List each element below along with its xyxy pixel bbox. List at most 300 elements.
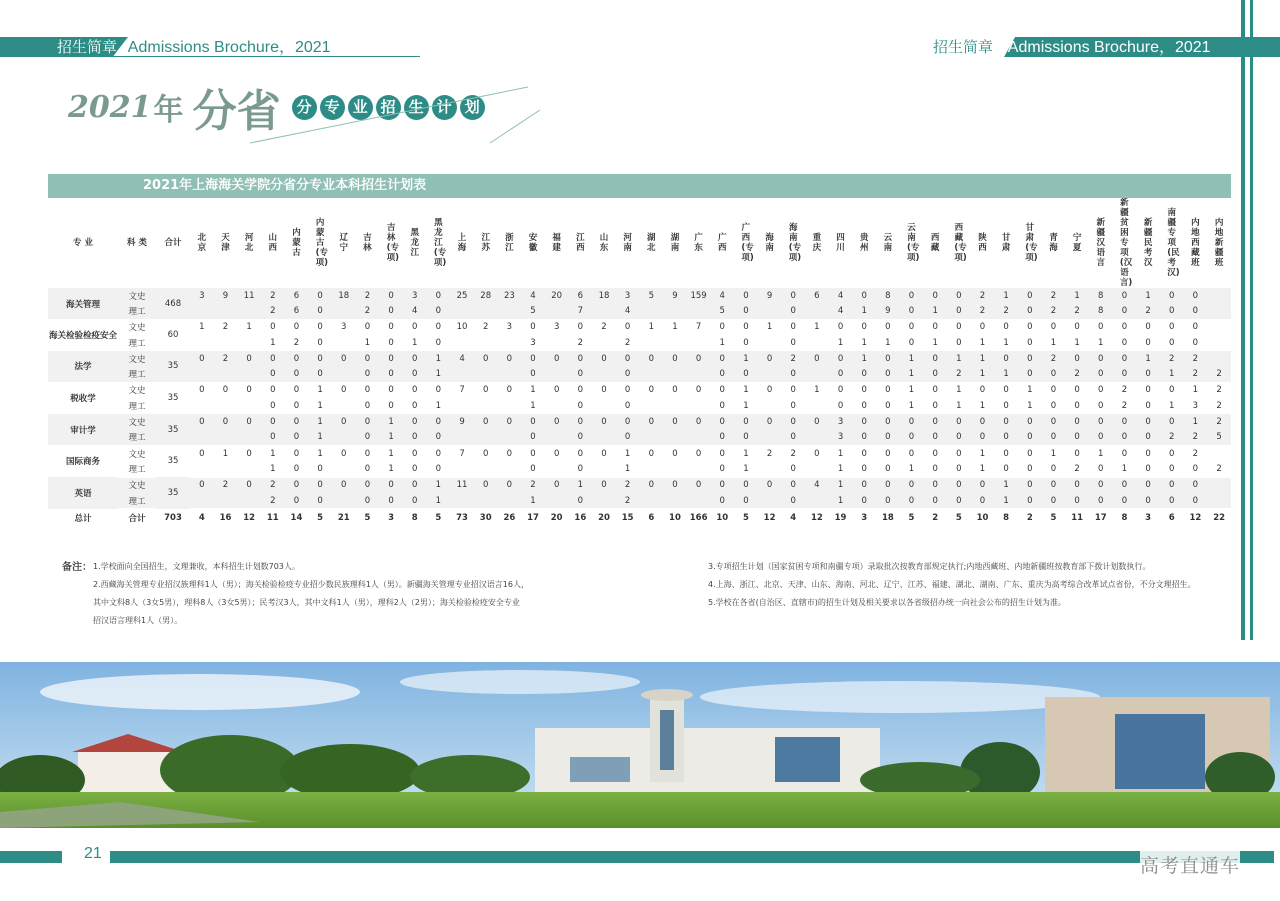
table-cell	[545, 335, 569, 351]
table-cell: 0	[781, 477, 805, 493]
table-cell: 23	[498, 288, 522, 303]
table-cell: 2	[261, 303, 285, 319]
table-cell: 0	[1089, 461, 1113, 477]
table-cell: 6	[285, 288, 309, 303]
table-cell: 1	[214, 445, 238, 461]
table-cell: 0	[947, 477, 971, 493]
table-cell: 0	[710, 493, 734, 509]
table-cell: 0	[923, 398, 947, 414]
table-cell: 1	[923, 303, 947, 319]
total-cell: 18	[881, 513, 894, 524]
subject-type: 理工	[118, 366, 156, 382]
table-header: 重庆	[812, 233, 822, 253]
table-cell: 0	[1160, 414, 1184, 430]
table-cell: 2	[781, 445, 805, 461]
total-cell: 5	[317, 513, 324, 524]
table-cell: 0	[1136, 366, 1160, 382]
table-cell	[1207, 351, 1231, 367]
table-cell: 0	[379, 398, 403, 414]
table-cell: 0	[876, 351, 900, 367]
table-cell: 0	[852, 288, 876, 303]
major-total: 468	[156, 288, 190, 319]
table-cell	[237, 398, 261, 414]
table-cell: 0	[592, 382, 616, 398]
table-cell: 0	[1184, 288, 1208, 303]
table-cell: 1	[900, 366, 924, 382]
table-cell: 1	[710, 335, 734, 351]
table-header: 海南	[765, 233, 774, 253]
table-cell: 2	[356, 303, 380, 319]
table-cell: 0	[308, 366, 332, 382]
table-cell: 0	[569, 461, 593, 477]
table-cell: 0	[498, 445, 522, 461]
table-row	[48, 398, 1231, 414]
major-name: 海关检验检疫安全	[48, 319, 118, 351]
total-cell: 16	[574, 513, 587, 524]
table-cell: 3	[498, 319, 522, 335]
table-cell: 0	[947, 303, 971, 319]
table-cell: 159	[687, 288, 711, 303]
table-cell: 11	[237, 288, 261, 303]
total-cell: 5	[1050, 513, 1057, 524]
table-cell	[190, 461, 214, 477]
table-cell: 2	[521, 477, 545, 493]
table-row	[48, 461, 1231, 477]
table-cell	[663, 461, 687, 477]
table-cell: 1	[261, 461, 285, 477]
table-cell: 0	[545, 477, 569, 493]
table-cell	[237, 430, 261, 446]
table-cell: 0	[1136, 398, 1160, 414]
table-cell: 0	[308, 288, 332, 303]
table-cell	[237, 335, 261, 351]
table-cell: 0	[616, 366, 640, 382]
table-cell: 0	[427, 430, 451, 446]
table-cell: 0	[900, 430, 924, 446]
table-cell: 0	[1018, 461, 1042, 477]
table-cell: 0	[545, 351, 569, 367]
table-cell: 0	[805, 351, 829, 367]
table-cell: 2	[1136, 303, 1160, 319]
table-cell: 1	[994, 477, 1018, 493]
table-cell	[474, 366, 498, 382]
subject-type: 文史	[118, 319, 156, 335]
table-cell: 0	[852, 430, 876, 446]
total-cell: 21	[337, 513, 350, 524]
table-header: 云南(专项)	[907, 223, 920, 263]
title-circle-char: 生	[404, 95, 429, 120]
table-cell: 1	[1113, 461, 1137, 477]
table-cell	[474, 398, 498, 414]
total-cell: 14	[290, 513, 303, 524]
table-cell: 0	[1160, 335, 1184, 351]
table-cell: 8	[1089, 288, 1113, 303]
table-cell	[687, 398, 711, 414]
table-cell: 0	[261, 414, 285, 430]
table-cell: 2	[1065, 366, 1089, 382]
table-cell: 0	[1089, 398, 1113, 414]
table-cell	[498, 461, 522, 477]
total-cell: 12	[243, 513, 256, 524]
table-cell: 0	[829, 351, 853, 367]
table-cell: 4	[450, 351, 474, 367]
table-cell: 0	[261, 319, 285, 335]
table-cell: 11	[450, 477, 474, 493]
total-cell: 5	[364, 513, 371, 524]
subject-type: 理工	[118, 398, 156, 414]
table-cell: 0	[1089, 351, 1113, 367]
header-right-en: Admissions Brochure，2021	[1007, 39, 1211, 56]
total-cell: 22	[1213, 513, 1226, 524]
table-header: 天津	[221, 233, 230, 253]
table-cell: 9	[758, 288, 782, 303]
table-cell: 1	[900, 382, 924, 398]
total-cell: 11	[1071, 513, 1084, 524]
table-cell: 0	[829, 398, 853, 414]
table-cell: 1	[379, 414, 403, 430]
table-cell: 0	[1136, 477, 1160, 493]
table-cell: 0	[1018, 288, 1042, 303]
table-cell: 0	[1113, 414, 1137, 430]
table-cell: 0	[1113, 303, 1137, 319]
table-cell: 0	[1042, 366, 1066, 382]
table-cell: 18	[332, 288, 356, 303]
table-cell	[332, 493, 356, 509]
table-cell: 1	[616, 461, 640, 477]
table-cell: 2	[947, 366, 971, 382]
table-cell: 2	[1207, 382, 1231, 398]
table-cell: 0	[971, 493, 995, 509]
table-header: 山西	[268, 233, 278, 253]
total-cell: 总计	[74, 513, 92, 524]
table-cell: 0	[1065, 414, 1089, 430]
table-cell	[190, 335, 214, 351]
table-header: 新疆民考汉	[1143, 218, 1153, 268]
table-cell: 0	[687, 477, 711, 493]
table-cell: 8	[876, 288, 900, 303]
page-number: 21	[76, 845, 110, 863]
table-cell: 1	[852, 351, 876, 367]
table-cell: 0	[237, 382, 261, 398]
table-cell: 0	[1184, 477, 1208, 493]
table-cell: 0	[190, 351, 214, 367]
table-cell: 7	[687, 319, 711, 335]
table-cell: 0	[356, 477, 380, 493]
table-cell: 0	[900, 493, 924, 509]
table-cell: 0	[1160, 303, 1184, 319]
table-cell: 0	[781, 430, 805, 446]
table-cell: 0	[308, 461, 332, 477]
table-cell: 0	[285, 414, 309, 430]
table-cell: 1	[734, 461, 758, 477]
table-cell: 0	[923, 351, 947, 367]
table-cell: 1	[971, 445, 995, 461]
table-cell	[450, 335, 474, 351]
table-cell	[214, 461, 238, 477]
table-cell: 0	[1042, 477, 1066, 493]
table-cell: 1	[852, 303, 876, 319]
total-cell: 17	[1094, 513, 1107, 524]
table-cell: 2	[1160, 430, 1184, 446]
table-cell: 0	[569, 382, 593, 398]
total-cell: 4	[790, 513, 797, 524]
table-cell: 0	[947, 493, 971, 509]
table-cell: 4	[403, 303, 427, 319]
table-cell: 0	[569, 430, 593, 446]
subject-type: 理工	[118, 430, 156, 446]
table-cell: 2	[1184, 430, 1208, 446]
table-header: 甘肃(专项)	[1025, 223, 1038, 263]
table-cell: 0	[923, 477, 947, 493]
table-cell: 0	[852, 366, 876, 382]
table-cell: 0	[994, 351, 1018, 367]
table-cell: 0	[923, 445, 947, 461]
total-cell: 16	[219, 513, 232, 524]
table-cell	[1207, 288, 1231, 303]
table-cell: 0	[569, 319, 593, 335]
table-cell: 0	[190, 414, 214, 430]
table-cell: 0	[1065, 445, 1089, 461]
total-cell: 30	[479, 513, 492, 524]
table-cell: 0	[261, 430, 285, 446]
table-cell: 0	[285, 366, 309, 382]
header-right	[933, 37, 1211, 57]
table-cell: 0	[214, 414, 238, 430]
table-cell: 1	[521, 382, 545, 398]
table-row	[48, 335, 1231, 351]
table-cell: 0	[781, 335, 805, 351]
table-cell	[592, 398, 616, 414]
table-cell: 0	[1160, 319, 1184, 335]
table-cell	[214, 493, 238, 509]
title-big-2: 省	[236, 86, 281, 137]
table-cell: 0	[734, 493, 758, 509]
note-line: 5.学校在各省(自治区、直辖市)的招生计划及相关要求以各省级招办统一向社会公布的招生计划为准。	[708, 598, 1066, 607]
table-cell	[498, 493, 522, 509]
table-header: 河南	[623, 233, 632, 253]
table-cell: 1	[663, 319, 687, 335]
table-cell: 0	[1018, 303, 1042, 319]
table-cell: 0	[285, 477, 309, 493]
table-cell: 0	[758, 414, 782, 430]
table-cell: 0	[332, 477, 356, 493]
table-cell: 0	[876, 430, 900, 446]
table-header: 广东	[694, 233, 703, 253]
table-cell: 1	[1184, 382, 1208, 398]
table-cell: 0	[261, 398, 285, 414]
table-header: 西藏	[930, 233, 940, 253]
table-cell: 2	[1042, 303, 1066, 319]
table-cell: 0	[403, 493, 427, 509]
table-cell: 2	[1207, 398, 1231, 414]
table-cell	[450, 303, 474, 319]
table-cell: 0	[923, 493, 947, 509]
table-cell: 1	[356, 335, 380, 351]
table-cell: 0	[1089, 382, 1113, 398]
table-cell: 0	[356, 493, 380, 509]
table-cell: 2	[1042, 351, 1066, 367]
table-cell: 1	[829, 477, 853, 493]
table-cell: 0	[285, 430, 309, 446]
table-header: 新疆汉语言	[1096, 218, 1106, 268]
table-cell: 1	[1089, 335, 1113, 351]
table-cell: 0	[1160, 477, 1184, 493]
table-cell: 3	[332, 319, 356, 335]
table-row	[48, 493, 1231, 509]
table-cell: 0	[1184, 319, 1208, 335]
table-cell: 0	[734, 303, 758, 319]
table-cell	[545, 461, 569, 477]
total-cell: 20	[550, 513, 563, 524]
table-cell: 0	[1113, 477, 1137, 493]
table-cell	[687, 335, 711, 351]
table-cell: 0	[971, 414, 995, 430]
table-cell: 0	[545, 382, 569, 398]
table-cell: 0	[971, 430, 995, 446]
table-cell: 0	[1136, 493, 1160, 509]
total-cell: 73	[456, 513, 468, 524]
table-cell: 0	[1065, 493, 1089, 509]
note-line: 招汉语言理科1人（男）。	[93, 616, 183, 625]
total-cell: 合计	[128, 514, 146, 525]
table-cell: 1	[734, 445, 758, 461]
table-cell: 0	[1042, 319, 1066, 335]
table-cell: 0	[710, 382, 734, 398]
table-header: 科 类	[127, 238, 147, 248]
table-cell: 1	[190, 319, 214, 335]
table-cell: 0	[923, 288, 947, 303]
table-cell: 0	[687, 382, 711, 398]
table-cell: 0	[592, 445, 616, 461]
table-cell	[498, 335, 522, 351]
table-cell: 0	[1184, 303, 1208, 319]
table-cell: 1	[829, 335, 853, 351]
note-line: 3.专项招生计划（国家贫困专项和南疆专项）录取批次按教育部规定执行;内地西藏班、内地新疆班按教育部下拨计划数执行。	[708, 562, 1151, 571]
table-cell	[190, 398, 214, 414]
table-cell	[805, 493, 829, 509]
table-cell: 0	[947, 414, 971, 430]
right-vertical-bar-1	[1241, 0, 1245, 640]
table-cell: 0	[1089, 366, 1113, 382]
table-cell: 1	[900, 351, 924, 367]
table-header: 内地新疆班	[1214, 218, 1224, 268]
table-cell: 0	[1065, 351, 1089, 367]
table-cell: 0	[474, 445, 498, 461]
table-cell: 6	[285, 303, 309, 319]
table-cell: 0	[947, 319, 971, 335]
table-cell	[592, 493, 616, 509]
total-cell: 12	[1189, 513, 1202, 524]
table-cell: 0	[1113, 335, 1137, 351]
major-name: 海关管理	[48, 288, 118, 319]
table-cell: 1	[1089, 445, 1113, 461]
table-row	[48, 319, 1231, 335]
table-cell	[687, 366, 711, 382]
table-header: 内蒙古	[292, 228, 301, 258]
table-cell: 0	[1113, 319, 1137, 335]
major-total: 35	[156, 414, 190, 446]
table-cell: 0	[734, 414, 758, 430]
table-cell: 0	[1113, 445, 1137, 461]
table-cell: 0	[758, 382, 782, 398]
table-header: 陕西	[978, 233, 987, 253]
table-cell: 1	[900, 398, 924, 414]
table-cell: 0	[852, 398, 876, 414]
subject-type: 理工	[118, 303, 156, 319]
table-cell: 0	[1018, 430, 1042, 446]
table-cell: 0	[521, 351, 545, 367]
table-cell: 7	[450, 445, 474, 461]
table-cell: 4	[829, 288, 853, 303]
table-cell	[663, 366, 687, 382]
table-cell	[498, 430, 522, 446]
table-cell: 1	[616, 445, 640, 461]
table-cell: 0	[1042, 398, 1066, 414]
table-cell: 0	[1136, 445, 1160, 461]
table-cell: 9	[214, 288, 238, 303]
table-cell: 0	[687, 445, 711, 461]
major-name: 英语	[48, 477, 118, 509]
table-cell: 0	[356, 414, 380, 430]
table-cell: 0	[1160, 445, 1184, 461]
title-circle-char: 计	[432, 95, 457, 120]
table-cell: 0	[1089, 477, 1113, 493]
table-row	[48, 366, 1231, 382]
table-cell	[332, 366, 356, 382]
table-cell	[758, 493, 782, 509]
table-cell	[474, 461, 498, 477]
table-cell: 0	[1065, 477, 1089, 493]
table-cell: 0	[1184, 335, 1208, 351]
table-cell: 5	[710, 303, 734, 319]
campus-photo	[0, 662, 1280, 828]
table-cell	[805, 303, 829, 319]
table-cell: 1	[734, 398, 758, 414]
table-cell	[450, 398, 474, 414]
table-cell: 1	[971, 351, 995, 367]
table-cell: 0	[923, 414, 947, 430]
table-cell: 1	[852, 335, 876, 351]
table-row	[48, 382, 1231, 398]
table-cell: 0	[308, 319, 332, 335]
table-cell: 0	[379, 477, 403, 493]
table-cell: 2	[214, 319, 238, 335]
table-cell: 0	[639, 414, 663, 430]
table-cell: 0	[663, 477, 687, 493]
total-cell: 10	[669, 513, 681, 524]
table-cell: 6	[805, 288, 829, 303]
table-cell: 0	[1018, 477, 1042, 493]
table-cell: 0	[308, 303, 332, 319]
table-cell: 3	[190, 288, 214, 303]
table-cell: 0	[994, 398, 1018, 414]
table-cell: 0	[403, 445, 427, 461]
table-cell: 1	[379, 461, 403, 477]
table-cell	[1207, 445, 1231, 461]
table-cell: 0	[1018, 319, 1042, 335]
table-cell: 1	[1065, 288, 1089, 303]
table-cell: 0	[285, 445, 309, 461]
table-cell	[639, 493, 663, 509]
table-cell: 0	[852, 445, 876, 461]
table-cell: 0	[900, 288, 924, 303]
table-cell	[450, 430, 474, 446]
table-cell: 1	[805, 382, 829, 398]
table-cell: 0	[639, 351, 663, 367]
table-cell: 2	[971, 303, 995, 319]
table-header: 江西	[576, 233, 585, 253]
table-cell: 0	[592, 477, 616, 493]
